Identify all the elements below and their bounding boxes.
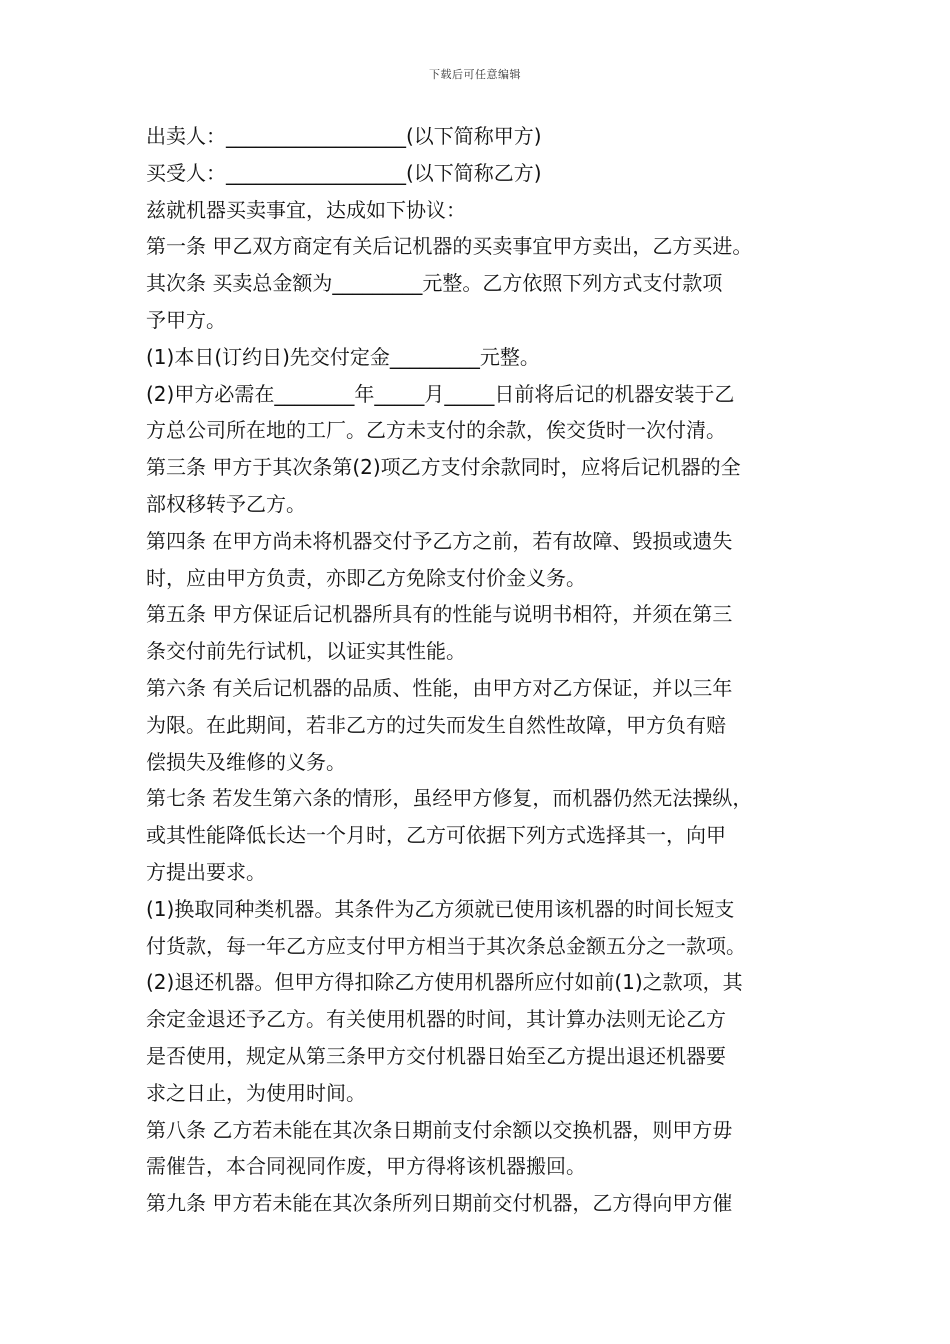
article-2-line: 其次条 买卖总金额为_________元整。乙方依照下列方式支付款项 xyxy=(146,271,723,296)
article-7-item-1-cont: 付货款，每一年乙方应支付甲方相当于其次条总金额五分之一款项。 xyxy=(146,933,746,958)
article-6-line-cont-1: 为限。在此期间，若非乙方的过失而发生自然性故障，甲方负有赔 xyxy=(146,712,726,737)
article-6-line-cont-2: 偿损失及维修的义务。 xyxy=(146,749,346,774)
article-8-line: 第八条 乙方若未能在其次条日期前支付余额以交换机器，则甲方毋 xyxy=(146,1117,733,1142)
article-6-line: 第六条 有关后记机器的品质、性能，由甲方对乙方保证，并以三年 xyxy=(146,675,733,700)
page-header-note: 下载后可任意编辑 xyxy=(429,68,521,81)
seller-line: 出卖人：__________________(以下简称甲方) xyxy=(146,124,542,148)
article-7-item-2-cont-2: 是否使用，规定从第三条甲方交付机器日始至乙方提出退还机器要 xyxy=(146,1043,726,1068)
article-2-item-1: (1)本日(订约日)先交付定金_________元整。 xyxy=(146,344,540,369)
article-7-line-cont-1: 或其性能降低长达一个月时，乙方可依据下列方式选择其一，向甲 xyxy=(146,823,726,848)
preamble-line: 兹就机器买卖事宜，达成如下协议： xyxy=(146,197,466,222)
article-7-item-2-cont-1: 余定金退还予乙方。有关使用机器的时间，其计算办法则无论乙方 xyxy=(146,1007,726,1032)
contract-body xyxy=(146,118,818,1222)
article-9-line: 第九条 甲方若未能在其次条所列日期前交付机器，乙方得向甲方催 xyxy=(146,1191,733,1216)
article-7-item-2-cont-3: 求之日止，为使用时间。 xyxy=(146,1080,366,1105)
article-2-item-2-cont: 方总公司所在地的工厂。乙方未支付的余款，俟交货时一次付清。 xyxy=(146,418,726,443)
article-3-line-cont: 部权移转予乙方。 xyxy=(146,491,306,516)
article-4-line: 第四条 在甲方尚未将机器交付予乙方之前，若有故障、毁损或遗失 xyxy=(146,528,733,553)
article-2-item-2: (2)甲方必需在________年_____月_____日前将后记的机器安装于乙 xyxy=(146,381,735,406)
article-7-line: 第七条 若发生第六条的情形，虽经甲方修复，而机器仍然无法操纵， xyxy=(146,786,753,811)
article-7-item-1: (1)换取同种类机器。其条件为乙方须就已使用该机器的时间长短支 xyxy=(146,896,735,921)
article-5-line-cont: 条交付前先行试机，以证实其性能。 xyxy=(146,639,466,664)
article-7-line-cont-2: 方提出要求。 xyxy=(146,859,266,884)
article-2-line-cont: 予甲方。 xyxy=(146,307,226,332)
article-7-item-2: (2)退还机器。但甲方得扣除乙方使用机器所应付如前(1)之款项，其 xyxy=(146,970,743,995)
article-5-line: 第五条 甲方保证后记机器所具有的性能与说明书相符，并须在第三 xyxy=(146,602,733,627)
article-3-line: 第三条 甲方于其次条第(2)项乙方支付余款同时，应将后记机器的全 xyxy=(146,455,741,480)
buyer-line: 买受人：__________________(以下简称乙方) xyxy=(146,160,542,185)
article-8-line-cont: 需催告，本合同视同作废，甲方得将该机器搬回。 xyxy=(146,1154,586,1179)
article-1-line: 第一条 甲乙双方商定有关后记机器的买卖事宜甲方卖出，乙方买进。 xyxy=(146,234,753,259)
article-4-line-cont: 时，应由甲方负责，亦即乙方免除支付价金义务。 xyxy=(146,565,586,590)
